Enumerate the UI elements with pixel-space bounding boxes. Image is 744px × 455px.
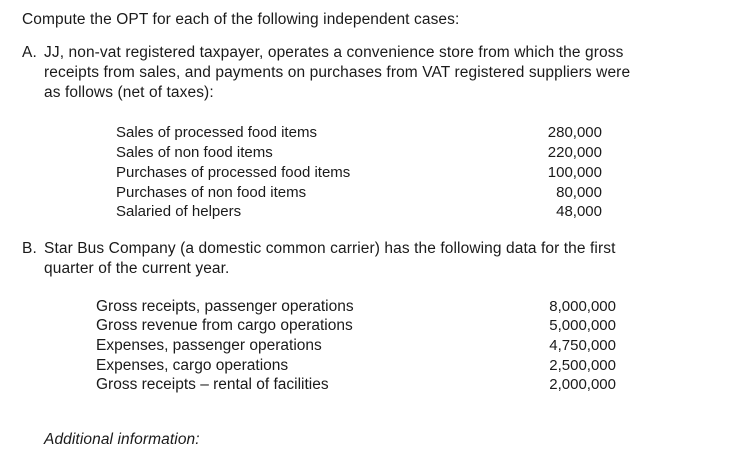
case-b-label: B. <box>22 240 37 257</box>
case-a-item-label: Purchases of non food items <box>116 184 307 201</box>
case-a-item-label: Sales of processed food items <box>116 124 317 141</box>
case-a-item-amount: 220,000 <box>547 144 602 161</box>
case-a-item-label: Salaried of helpers <box>116 203 242 220</box>
additional-information-heading: Additional information: <box>44 431 200 448</box>
case-b-item-amount: 2,000,000 <box>549 376 616 393</box>
case-b-item-label: Expenses, cargo operations <box>96 357 289 374</box>
case-b-item-amount: 4,750,000 <box>549 337 616 354</box>
case-a-item-amount: 48,000 <box>556 203 602 220</box>
case-b-item-label: Gross receipts, passenger operations <box>96 298 354 315</box>
case-b-item-label: Expenses, passenger operations <box>96 337 322 354</box>
case-a-paragraph-line: JJ, non-vat registered taxpayer, operates a convenience store from which the gross <box>44 44 624 61</box>
case-b-item-amount: 5,000,000 <box>549 317 616 334</box>
case-b-item-amount: 2,500,000 <box>549 357 616 374</box>
case-b-paragraph-line: quarter of the current year. <box>44 260 230 277</box>
intro-text: Compute the OPT for each of the following independent cases: <box>22 11 460 28</box>
case-a-item-label: Sales of non food items <box>116 144 273 161</box>
case-b-item-amount: 8,000,000 <box>549 298 616 315</box>
case-b-paragraph-line: Star Bus Company (a domestic common carrier) has the following data for the first <box>44 240 616 257</box>
case-b-item-label: Gross revenue from cargo operations <box>96 317 353 334</box>
case-a-item-label: Purchases of processed food items <box>116 164 351 181</box>
case-a-paragraph-line: receipts from sales, and payments on purchases from VAT registered suppliers were <box>44 64 631 81</box>
case-a-item-amount: 280,000 <box>547 124 602 141</box>
case-a-label: A. <box>22 44 37 61</box>
case-a-paragraph-line: as follows (net of taxes): <box>44 84 214 101</box>
case-a-item-amount: 80,000 <box>556 184 602 201</box>
case-a-item-amount: 100,000 <box>547 164 602 181</box>
case-b-item-label: Gross receipts – rental of facilities <box>96 376 329 393</box>
